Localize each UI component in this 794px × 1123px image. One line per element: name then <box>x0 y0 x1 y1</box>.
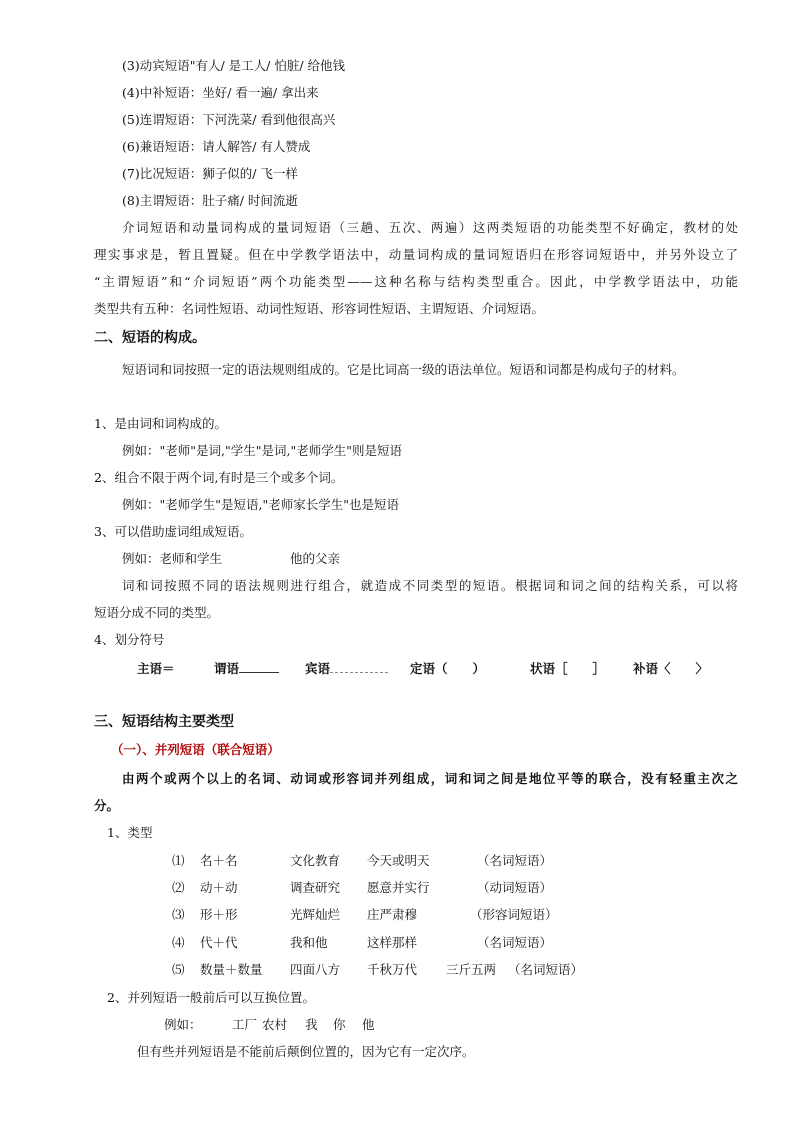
list-item: (7)比况短语：狮子似的/ 飞一样 <box>122 166 298 181</box>
example-word: 农村 <box>262 1017 288 1032</box>
example-line: 例如：老师和学生 <box>122 551 223 566</box>
list-item: 2、并列短语一般前后可以互换位置。 <box>107 990 315 1005</box>
type-example: 庄严肃穆 <box>367 907 418 922</box>
example-word: 他 <box>362 1017 375 1032</box>
type-num: ⑶ <box>172 907 185 922</box>
section-heading: 二、短语的构成。 <box>94 330 206 346</box>
example-word: 工厂 <box>232 1017 258 1032</box>
symbol-predicate <box>214 660 279 678</box>
list-item: 2、组合不限于两个词,有时是三个或多个词。 <box>94 470 344 485</box>
symbol-attributive: 定语（ ） <box>410 661 486 676</box>
list-item: (3)动宾短语"有人/ 是工人/ 怕脏/ 给他钱 <box>122 58 346 73</box>
paragraph-line: 由两个或两个以上的名词、动词或形容词并列组成，词和词之间是地位平等的联合，没有轻重主次之 <box>122 771 738 786</box>
paragraph-line: 类型共有五种：名词性短语、动词性短语、形容词性短语、主谓短语、介词短语。 <box>94 301 545 316</box>
type-kind: （名词短语） <box>477 935 553 950</box>
type-example: 光辉灿烂 <box>290 907 341 922</box>
type-example: 这样那样 <box>367 935 418 950</box>
subsection-heading: （一）、并列短语（联合短语） <box>111 742 280 757</box>
underline-wave <box>330 660 388 673</box>
example-word: 你 <box>333 1017 346 1032</box>
example-word: 我 <box>305 1017 318 1032</box>
example-line: 他的父亲 <box>290 551 341 566</box>
list-item: (5)连谓短语：下河洗菜/ 看到他很高兴 <box>122 112 336 127</box>
symbol-complement: 补语〈 〉 <box>633 661 709 676</box>
symbol-predicate-label: 谓语 <box>214 661 240 676</box>
type-kind: （名词短语） <box>477 853 553 868</box>
type-form: 形＋形 <box>200 907 238 922</box>
type-num: ⑷ <box>172 935 185 950</box>
type-example: 愿意并实行 <box>367 880 430 895</box>
paragraph-line: 理实事求是，暂且置疑。但在中学教学语法中，动量词构成的量词短语归在形容词短语中，并另外设立了 <box>94 247 738 262</box>
list-item: (8)主谓短语：肚子痛/ 时间流逝 <box>122 193 298 208</box>
type-example: 今天或明天 <box>367 853 430 868</box>
example-line: 例如："老师学生"是短语,"老师家长学生"也是短语 <box>122 497 399 512</box>
symbol-adverbial: 状语［ ］ <box>530 661 606 676</box>
example-label: 例如： <box>164 1017 202 1032</box>
type-example: 我和他 <box>290 935 328 950</box>
paragraph-line: “主谓短语”和“介词短语”两个功能类型——这种名称与结构类型重合。因此，中学教学语法中，功能 <box>94 274 738 289</box>
type-num: ⑴ <box>172 853 185 868</box>
type-num: ⑵ <box>172 880 185 895</box>
type-form: 动＋动 <box>200 880 238 895</box>
type-form: 代＋代 <box>200 935 238 950</box>
type-kind: （动词短语） <box>477 880 553 895</box>
list-item: 1、是由词和词构成的。 <box>94 416 227 431</box>
type-example: 千秋万代 <box>367 962 418 977</box>
list-item: 4、划分符号 <box>94 632 165 647</box>
paragraph-line: 分。 <box>94 798 120 813</box>
symbol-object-label: 宾语 <box>305 661 331 676</box>
list-item: (6)兼语短语：请人解答/ 有人赞成 <box>122 139 311 154</box>
paragraph-line: 但有些并列短语是不能前后颠倒位置的，因为它有一定次序。 <box>137 1044 475 1059</box>
type-example: 三斤五两 <box>446 962 497 977</box>
paragraph-line: 短语分成不同的类型。 <box>94 605 220 620</box>
type-num: ⑸ <box>172 962 185 977</box>
type-example: 四面八方 <box>290 962 341 977</box>
symbol-subject: 主语＝ <box>137 661 175 676</box>
type-kind: （名词短语） <box>508 962 584 977</box>
type-form: 数量＋数量 <box>200 962 263 977</box>
symbol-object <box>305 660 388 678</box>
type-example: 调查研究 <box>290 880 341 895</box>
list-item: 1、类型 <box>107 825 153 840</box>
underline-solid <box>239 660 279 673</box>
example-line: 例如："老师"是词,"学生"是词,"老师学生"则是短语 <box>122 443 402 458</box>
paragraph-line: 短语词和词按照一定的语法规则组成的。它是比词高一级的语法单位。短语和词都是构成句子的材料。 <box>122 362 685 377</box>
type-form: 名＋名 <box>200 853 238 868</box>
paragraph-line: 词和词按照不同的语法规则进行组合，就造成不同类型的短语。根据词和词之间的结构关系，可以将 <box>122 578 738 593</box>
type-example: 文化教育 <box>290 853 341 868</box>
paragraph-line: 介词短语和动量词构成的量词短语（三趟、五次、两遍）这两类短语的功能类型不好确定，教材的处 <box>122 220 738 235</box>
type-kind: （形容词短语） <box>470 907 558 922</box>
list-item: (4)中补短语：坐好/ 看一遍/ 拿出来 <box>122 85 319 100</box>
section-heading: 三、短语结构主要类型 <box>94 714 234 730</box>
list-item: 3、可以借助虚词组成短语。 <box>94 524 252 539</box>
